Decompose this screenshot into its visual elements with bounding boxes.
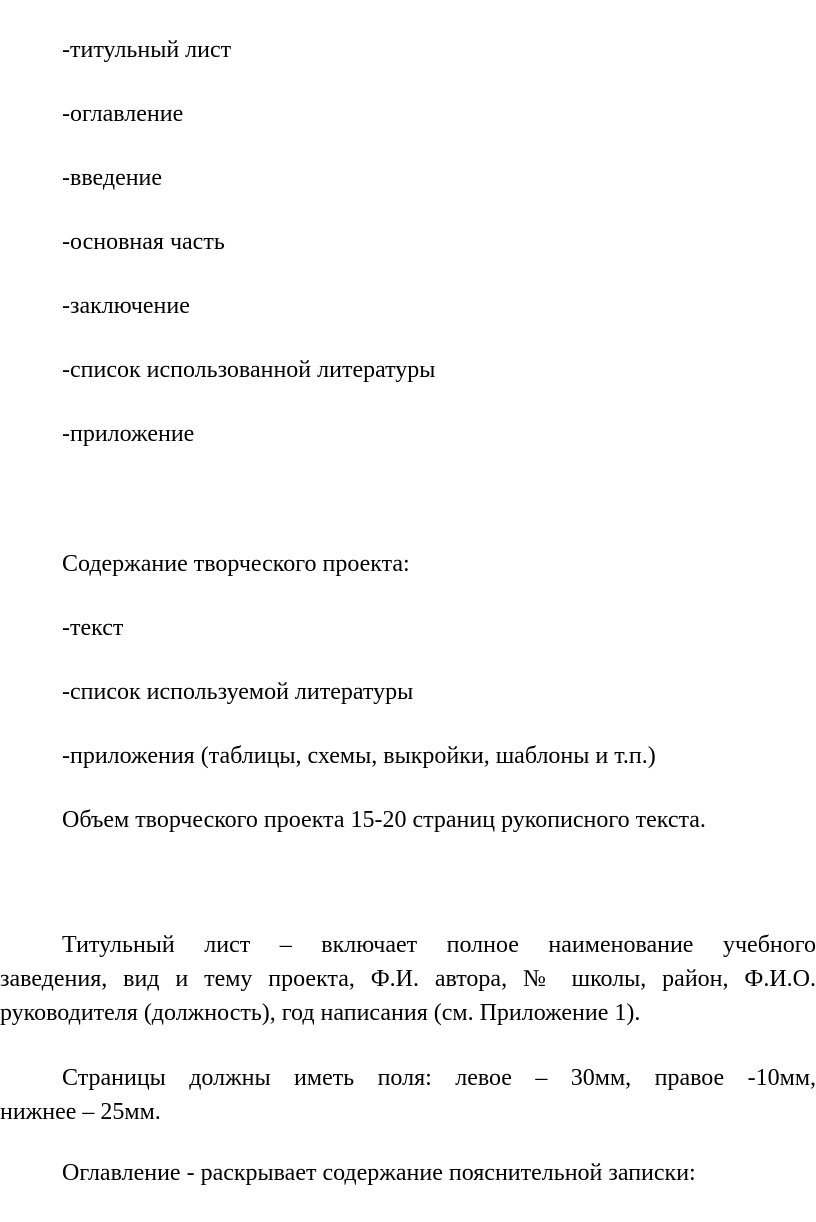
structure-item-intro: -введение [62,165,163,191]
margins-line-2: нижнее – 25мм. [0,1099,161,1125]
volume-text: Объем творческого проекта 15-20 страниц рукописного текста. [62,807,706,833]
content-item-text: -текст [62,615,124,641]
structure-item-conclusion: -заключение [62,293,190,319]
toc-paragraph-line-1: Оглавление - раскрывает содержание пояснительной записки: [62,1160,696,1186]
content-item-literature: -список используемой литературы [62,679,414,705]
title-page-line-1: Титульный лист – включает полное наименование учебного [62,932,816,958]
title-page-line-2: заведения, вид и тему проекта, Ф.И. автора, № школы, район, Ф.И.О. [0,966,816,992]
structure-item-title-page: -титульный лист [62,37,232,63]
structure-item-main: -основная часть [62,229,225,255]
structure-item-toc: -оглавление [62,101,184,127]
margins-line-1: Страницы должны иметь поля: левое – 30мм, правое -10мм, [62,1065,816,1091]
content-heading: Содержание творческого проекта: [62,551,410,577]
structure-item-bibliography: -список использованной литературы [62,357,436,383]
structure-item-appendix: -приложение [62,421,195,447]
content-item-appendices: -приложения (таблицы, схемы, выкройки, шаблоны и т.п.) [62,743,656,769]
title-page-line-3: руководителя (должность), год написания (см. Приложение 1). [0,1000,641,1026]
